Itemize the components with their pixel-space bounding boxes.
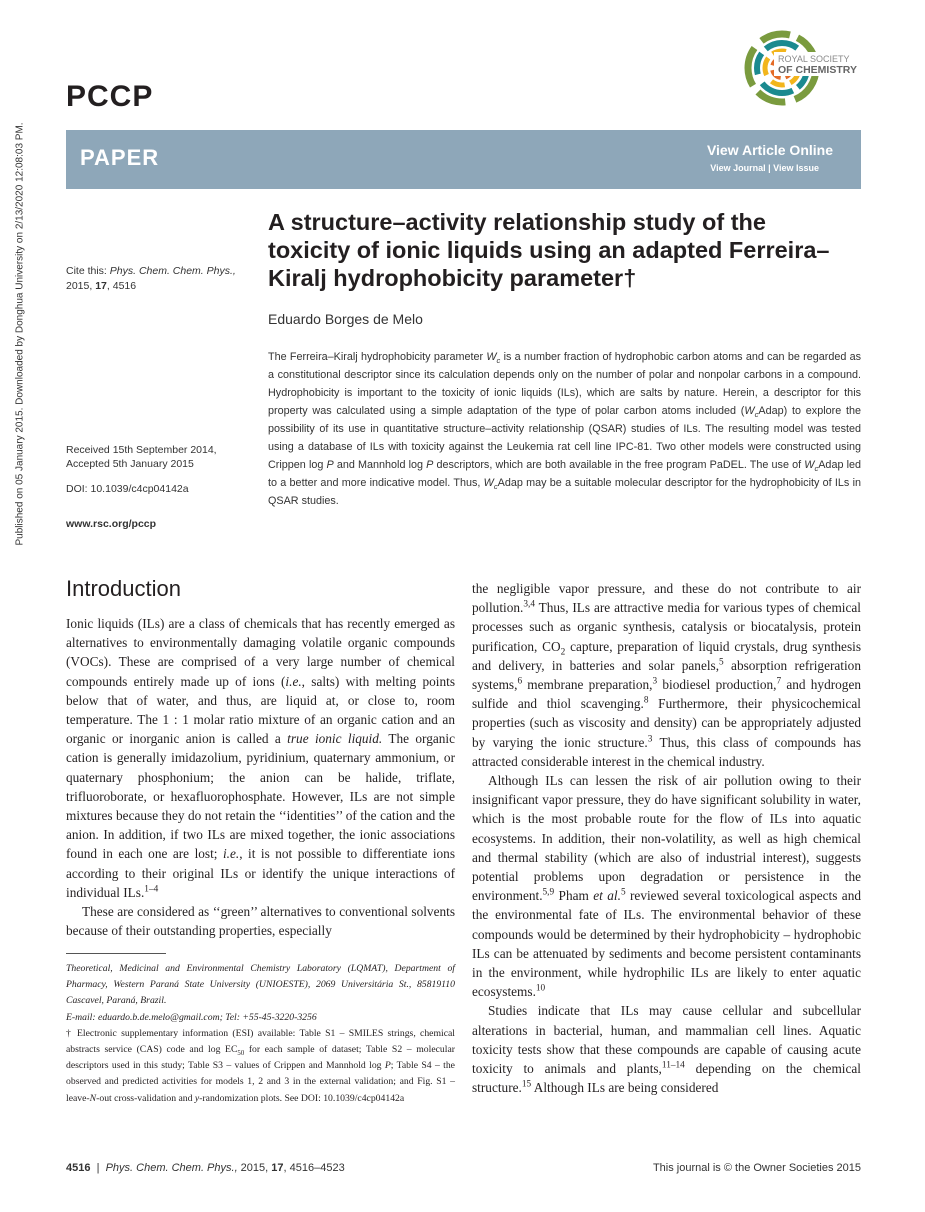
cite-prefix: Cite this: bbox=[66, 265, 110, 277]
journal-abbrev: PCCP bbox=[66, 80, 154, 113]
view-article-online-link[interactable]: View Article Online bbox=[706, 142, 833, 158]
link-separator: | bbox=[765, 163, 774, 173]
ref-link[interactable]: 11–14 bbox=[661, 1060, 685, 1071]
ref-link[interactable]: 8 bbox=[643, 695, 649, 706]
ref-link[interactable]: 3 bbox=[652, 676, 658, 687]
ref-link[interactable]: 6 bbox=[517, 676, 523, 687]
article-type-label: PAPER bbox=[80, 145, 160, 170]
cite-year: 2015, bbox=[66, 280, 96, 292]
article-title: A structure–activity relationship study of the toxicity of ionic liquids using an adapted Ferreira–Kiralj hydrophobicity parameter† bbox=[268, 209, 830, 291]
body-column-right bbox=[472, 579, 861, 1097]
accepted-date: Accepted 5th January 2015 bbox=[66, 458, 194, 470]
ref-link[interactable]: 5 bbox=[719, 657, 724, 668]
author-name: Eduardo Borges de Melo bbox=[268, 311, 423, 327]
ref-link[interactable]: 5 bbox=[620, 887, 626, 898]
footnote-divider bbox=[66, 953, 166, 954]
intro-paragraph-3: Although ILs can lessen the risk of air pollution owing to their insignificant vapor pressure, they do have significant solubility in water, which is the most probable route for the flow of ILs into aquatic ecosystems. In addition, their non-volatility, as well as high chemical and thermal stability (which are also of industrial interest), suggests potential problems upon degradation or persistence in the environment.$^{5,9}$ Pham et al.$^5$ reviewed several toxicological aspects and the environmental fate of ILs. The environmental behavior of these compounds would be determined by their hydrophobicity – hydrophobic ILs can be attenuated by sediments and become persistent contaminants in the environment, while hydrophilic ILs are likely to enter aquatic ecosystems.$^{10}$ bbox=[472, 773, 862, 1000]
ref-link[interactable]: 5,9 bbox=[542, 887, 555, 898]
logo-line2: OF CHEMISTRY bbox=[778, 64, 857, 76]
intro-paragraph-4: Studies indicate that ILs may cause cellular and subcellular alterations in bacterial, human, and mammalian cell lines. Aquatic toxicity tests show that these compounds are capable of causing acute toxicity to animals and plants,$^{11-14}$ depending on the chemical structure.$^{15}$ Although ILs are being considered bbox=[472, 1003, 861, 1096]
ref-link[interactable]: 10 bbox=[535, 983, 546, 994]
ref-link[interactable]: 3,4 bbox=[523, 599, 535, 610]
view-issue-link[interactable]: View Issue bbox=[773, 163, 819, 173]
section-heading-introduction: Introduction bbox=[66, 576, 181, 601]
cite-volume: 17 bbox=[95, 280, 107, 292]
esi-note: † Electronic supplementary information (ESI) available: Table S1 – SMILES strings, chemical abstracts service (CAS) code and $\log EC_{50}$ for each sample of dataset; Table S2 – molecular descriptors used in this study; Table S3 – values of Crippen and Mannhold log P; Table S4 – the observed and predicted activities for models 1, 2 and 3 in the external validation; and Fig. S1 – leave-N-out cross-validation and y-randomization plots. See DOI: 10.1039/c4cp04142a bbox=[66, 1027, 455, 1104]
doi[interactable]: DOI: 10.1039/c4cp04142a bbox=[66, 483, 189, 495]
page-footer-citation: 4516 | Phys. Chem. Chem. Phys., 2015, 17, 4516–4523 bbox=[66, 1162, 345, 1174]
intro-paragraph-2-cont: the negligible vapor pressure, and these do not contribute to air pollution.$^{3,4}$ Thus, ILs are attractive media for various types of chemical processes such as organic synthesis, catalysis or biocatalysis, protein purification, $CO_2$ capture, preparation of liquid crystals, drug synthesis and delivery, in batteries and solar panels,$^5$ absorption refrigeration systems,$^6$ membrane preparation,$^3$ biodiesel production,$^7$ and hydrogen sulfide and thiol scavenging.$^8$ Furthermore, their physicochemical properties (such as viscosity and density) can be appropriately adjusted by varying the ionic structure.$^3$ Thus, this class of compounds has attracted considerable interest in the chemical industry. bbox=[472, 581, 861, 769]
download-notice: Published on 05 January 2015. Downloaded by Donghua University on 2/13/2020 12:08:03 PM. bbox=[14, 122, 26, 546]
journal-site-link[interactable]: www.rsc.org/pccp bbox=[66, 518, 157, 530]
logo-line1: ROYAL SOCIETY bbox=[778, 54, 850, 64]
body-column-left bbox=[66, 614, 455, 940]
footnotes bbox=[66, 961, 455, 1107]
cite-page: , 4516 bbox=[106, 280, 137, 292]
abstract: The Ferreira–Kiralj hydrophobicity parameter $W_c$ is a number fraction of hydrophobic carbon atoms and can be regarded as a constitutional descriptor since its calculation depends only on the number of polar and nonpolar carbons in a compound. Hydrophobicity is important to the toxicity of ionic liquids (ILs), which are salts by nature. Herein, a descriptor for this property was calculated using a simple adaptation of the type of polar carbon atoms included $(W_cAdap)$ to explore the possibility of its use in quantitative structure–activity relationship (QSAR) studies of ILs. The resulting model was tested using a database of ILs with toxicity against the Leukemia rat cell line IPC-81. Two other models were constructed using Crippen log P and Mannhold log P descriptors, which are both available in the free program PaDEL. The use of $W_cAdap$ led to a better and more indicative model. Thus, $W_cAdap$ may be a suitable molecular descriptor for the hydrophobicity of ILs in QSAR studies. bbox=[268, 351, 862, 507]
intro-paragraph-1: Ionic liquids (ILs) are a class of chemicals that has recently emerged as alternatives to environmentally damaging volatile organic compounds (VOCs). These are comprised of a very large number of chemical compounds entirely made up of ions (i.e., salts) with melting points below that of water, and thus, are liquid at, or close to, room temperature. The 1 : 1 molar ratio mixture of an organic cation and an organic or inorganic anion is called a true ionic liquid. The organic cation is generally imidazolium, pyridinium, quaternary ammonium, or quaternary phosphonium; the anion can be halide, triflate, trifluoroborate, or hexafluorophosphate. However, ILs are not simple mixtures because they do not retain the ‘‘identities’’ of the cation and the anion. In addition, if two ILs are mixed together, the ionic associations found in each one are lost; i.e., it is not possible to differentiate ions according to their original ILs or identify the unique interactions of individual ILs.$^{1-4}$ bbox=[66, 616, 455, 900]
rsc-logo bbox=[738, 24, 866, 112]
article-dates bbox=[66, 443, 217, 471]
cite-journal: Phys. Chem. Chem. Phys., bbox=[109, 265, 236, 277]
received-date: Received 15th September 2014, bbox=[66, 444, 217, 456]
ref-link[interactable]: 1–4 bbox=[144, 884, 159, 895]
email-note: E-mail: eduardo.b.de.melo@gmail.com; Tel: +55-45-3220-3256 bbox=[66, 1011, 317, 1023]
view-journal-link[interactable]: View Journal bbox=[710, 163, 766, 173]
ref-link[interactable]: 15 bbox=[521, 1079, 532, 1090]
copyright-notice: This journal is © the Owner Societies 2015 bbox=[652, 1162, 861, 1174]
affiliation-note: Theoretical, Medicinal and Environmental Chemistry Laboratory (LQMAT), Department of Pharmacy, Western Paraná State University (UNIOESTE), 2069 Universitária St., 85819110 Cascavel, Paraná, Brazil. bbox=[66, 963, 455, 1007]
citation bbox=[66, 264, 251, 294]
article-type-banner bbox=[66, 130, 861, 189]
intro-paragraph-2: These are considered as ‘‘green’’ alternatives to conventional solvents because of their outstanding properties, especially bbox=[66, 904, 455, 939]
journal-issue-links bbox=[710, 163, 819, 173]
ref-link[interactable]: 3 bbox=[647, 734, 653, 745]
ref-link[interactable]: 7 bbox=[776, 676, 782, 687]
